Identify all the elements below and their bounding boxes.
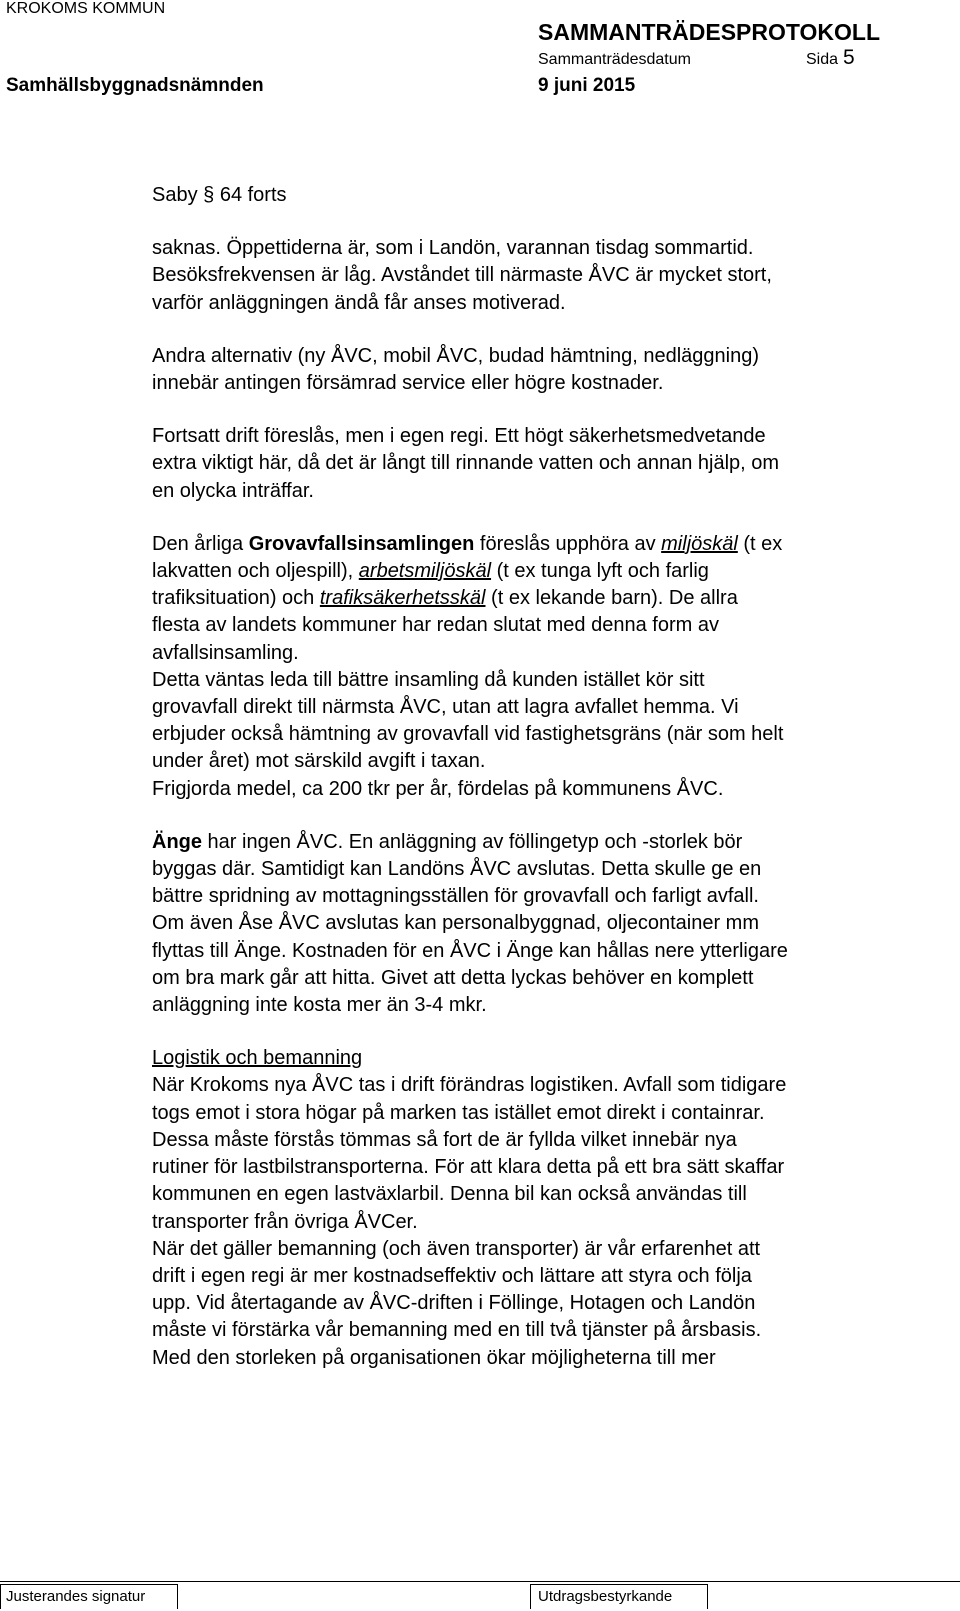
paragraph-line: togs emot i stora högar på marken tas istället emot direkt i containrar.: [152, 1101, 765, 1124]
paragraph-line: Om även Åse ÅVC avslutas kan personalbyggnad, oljecontainer mm: [152, 912, 759, 935]
paragraph-continued-operation: [152, 423, 942, 505]
paragraph-logistics: [152, 1045, 942, 1235]
place-name-ange: Änge: [152, 830, 202, 853]
environmental-reasons-term: miljöskäl: [661, 532, 738, 555]
logistics-heading: Logistik och bemanning: [152, 1047, 363, 1070]
paragraph-line: om bra mark går att hitta. Givet att detta lyckas behöver en komplett: [152, 966, 754, 989]
paragraph-line: under året) mot särskild avgift i taxan.: [152, 750, 486, 773]
paragraph-line: transporter från övriga ÅVCer.: [152, 1210, 418, 1233]
text-run: (t ex lekande barn). De allra: [485, 587, 738, 610]
meeting-date: 9 juni 2015: [538, 75, 636, 96]
paragraph-line: bättre spridning av mottagningsställen för grovavfall och farligt avfall.: [152, 885, 759, 908]
text-run: (t ex tunga lyft och farlig: [491, 560, 709, 583]
signature-label: Justerandes signatur: [6, 1588, 146, 1605]
page-label: Sida: [806, 51, 839, 68]
paragraph-line: saknas. Öppettiderna är, som i Landön, varannan tisdag sommartid.: [152, 237, 754, 260]
text-run: trafiksituation) och: [152, 587, 320, 610]
paragraph-line: Detta väntas leda till bättre insamling då kunden istället kör sitt: [152, 668, 705, 691]
paragraph-bulky-waste: [152, 531, 942, 667]
paragraph-line: erbjuder också hämtning av grovavfall vid fastighetsgräns (när som helt: [152, 723, 784, 746]
paragraph-line: flesta av landets kommuner har redan slutat med denna form av: [152, 614, 719, 637]
paragraph-line: rutiner för lastbilstransporterna. För att klara detta på ett bra sätt skaffar: [152, 1156, 785, 1179]
work-environment-term: arbetsmiljöskäl: [358, 560, 492, 583]
text-run: föreslås upphöra av: [474, 532, 662, 555]
paragraph-line: När Krokoms nya ÅVC tas i drift förändras logistiken. Avfall som tidigare: [152, 1074, 787, 1097]
page-number: 5: [843, 46, 855, 69]
paragraph-line: Dessa måste förstås tömmas så fort de är fyllda vilket innebär nya: [152, 1128, 737, 1151]
text-run: lakvatten och oljespill),: [152, 560, 359, 583]
extract-label: Utdragsbestyrkande: [538, 1588, 673, 1605]
paragraph-line: drift i egen regi är mer kostnadseffektiv och lättare att styra och följa: [152, 1264, 752, 1287]
paragraph-availability: [152, 235, 942, 317]
paragraph-line: anläggning inte kosta mer än 3-4 mkr.: [152, 994, 487, 1017]
paragraph-line: Fortsatt drift föreslås, men i egen regi. Ett högt säkerhetsmedvetande: [152, 425, 766, 448]
paragraph-staffing: [152, 1236, 942, 1372]
document-title: SAMMANTRÄDESPROTOKOLL: [538, 19, 881, 45]
paragraph-line: Med den storleken på organisationen ökar möjligheterna till mer: [152, 1346, 716, 1369]
paragraph-line: en olycka inträffar.: [152, 479, 314, 502]
text-run: Den årliga: [152, 532, 249, 555]
paragraph-line: upp. Vid återtagande av ÅVC-driften i Föllinge, Hotagen och Landön: [152, 1292, 756, 1315]
paragraph-line: byggas där. Samtidigt kan Landöns ÅVC avslutas. Detta skulle ge en: [152, 858, 762, 881]
paragraph-ange: [152, 829, 942, 1019]
meeting-date-label: Sammanträdesdatum: [538, 51, 691, 68]
committee-name: Samhällsbyggnadsnämnden: [6, 75, 264, 96]
paragraph-line: Besöksfrekvensen är låg. Avståndet till närmaste ÅVC är mycket stort,: [152, 264, 772, 287]
paragraph-line: varför anläggningen ändå får anses motiverad.: [152, 291, 566, 314]
section-title: Saby § 64 forts: [152, 184, 287, 206]
footer-divider: [0, 1581, 960, 1582]
bulky-waste-term: Grovavfallsinsamlingen: [248, 532, 475, 555]
paragraph-line: flyttas till Änge. Kostnaden för en ÅVC i Änge kan hållas nere ytterligare: [152, 939, 788, 962]
organization-name: KROKOMS KOMMUN: [6, 0, 166, 17]
paragraph-line: innebär antingen försämrad service eller högre kostnader.: [152, 372, 664, 395]
paragraph-line: måste vi förstärka vår bemanning med en till två tjänster på årsbasis.: [152, 1319, 762, 1342]
traffic-safety-term: trafiksäkerhetsskäl: [319, 587, 486, 610]
paragraph-line: grovavfall direkt till närmsta ÅVC, utan att lagra avfallet hemma. Vi: [152, 696, 739, 719]
text-run: (t ex: [737, 532, 783, 555]
paragraph-line: Andra alternativ (ny ÅVC, mobil ÅVC, budad hämtning, nedläggning): [152, 344, 760, 367]
paragraph-freed-funds: Frigjorda medel, ca 200 tkr per år, fördelas på kommunens ÅVC.: [152, 777, 724, 800]
paragraph-line: kommunen en egen lastväxlarbil. Denna bil kan också användas till: [152, 1183, 747, 1206]
paragraph-line: avfallsinsamling.: [152, 641, 299, 664]
paragraph-line: extra viktigt här, då det är långt till rinnande vatten och annan hjälp, om: [152, 452, 780, 475]
paragraph-line: När det gäller bemanning (och även transporter) är vår erfarenhet att: [152, 1237, 761, 1260]
text-run: har ingen ÅVC. En anläggning av föllingetyp och -storlek bör: [202, 830, 743, 853]
document-body: [152, 182, 942, 1372]
paragraph-alternatives: [152, 343, 942, 397]
paragraph-expected-effect: [152, 667, 942, 776]
